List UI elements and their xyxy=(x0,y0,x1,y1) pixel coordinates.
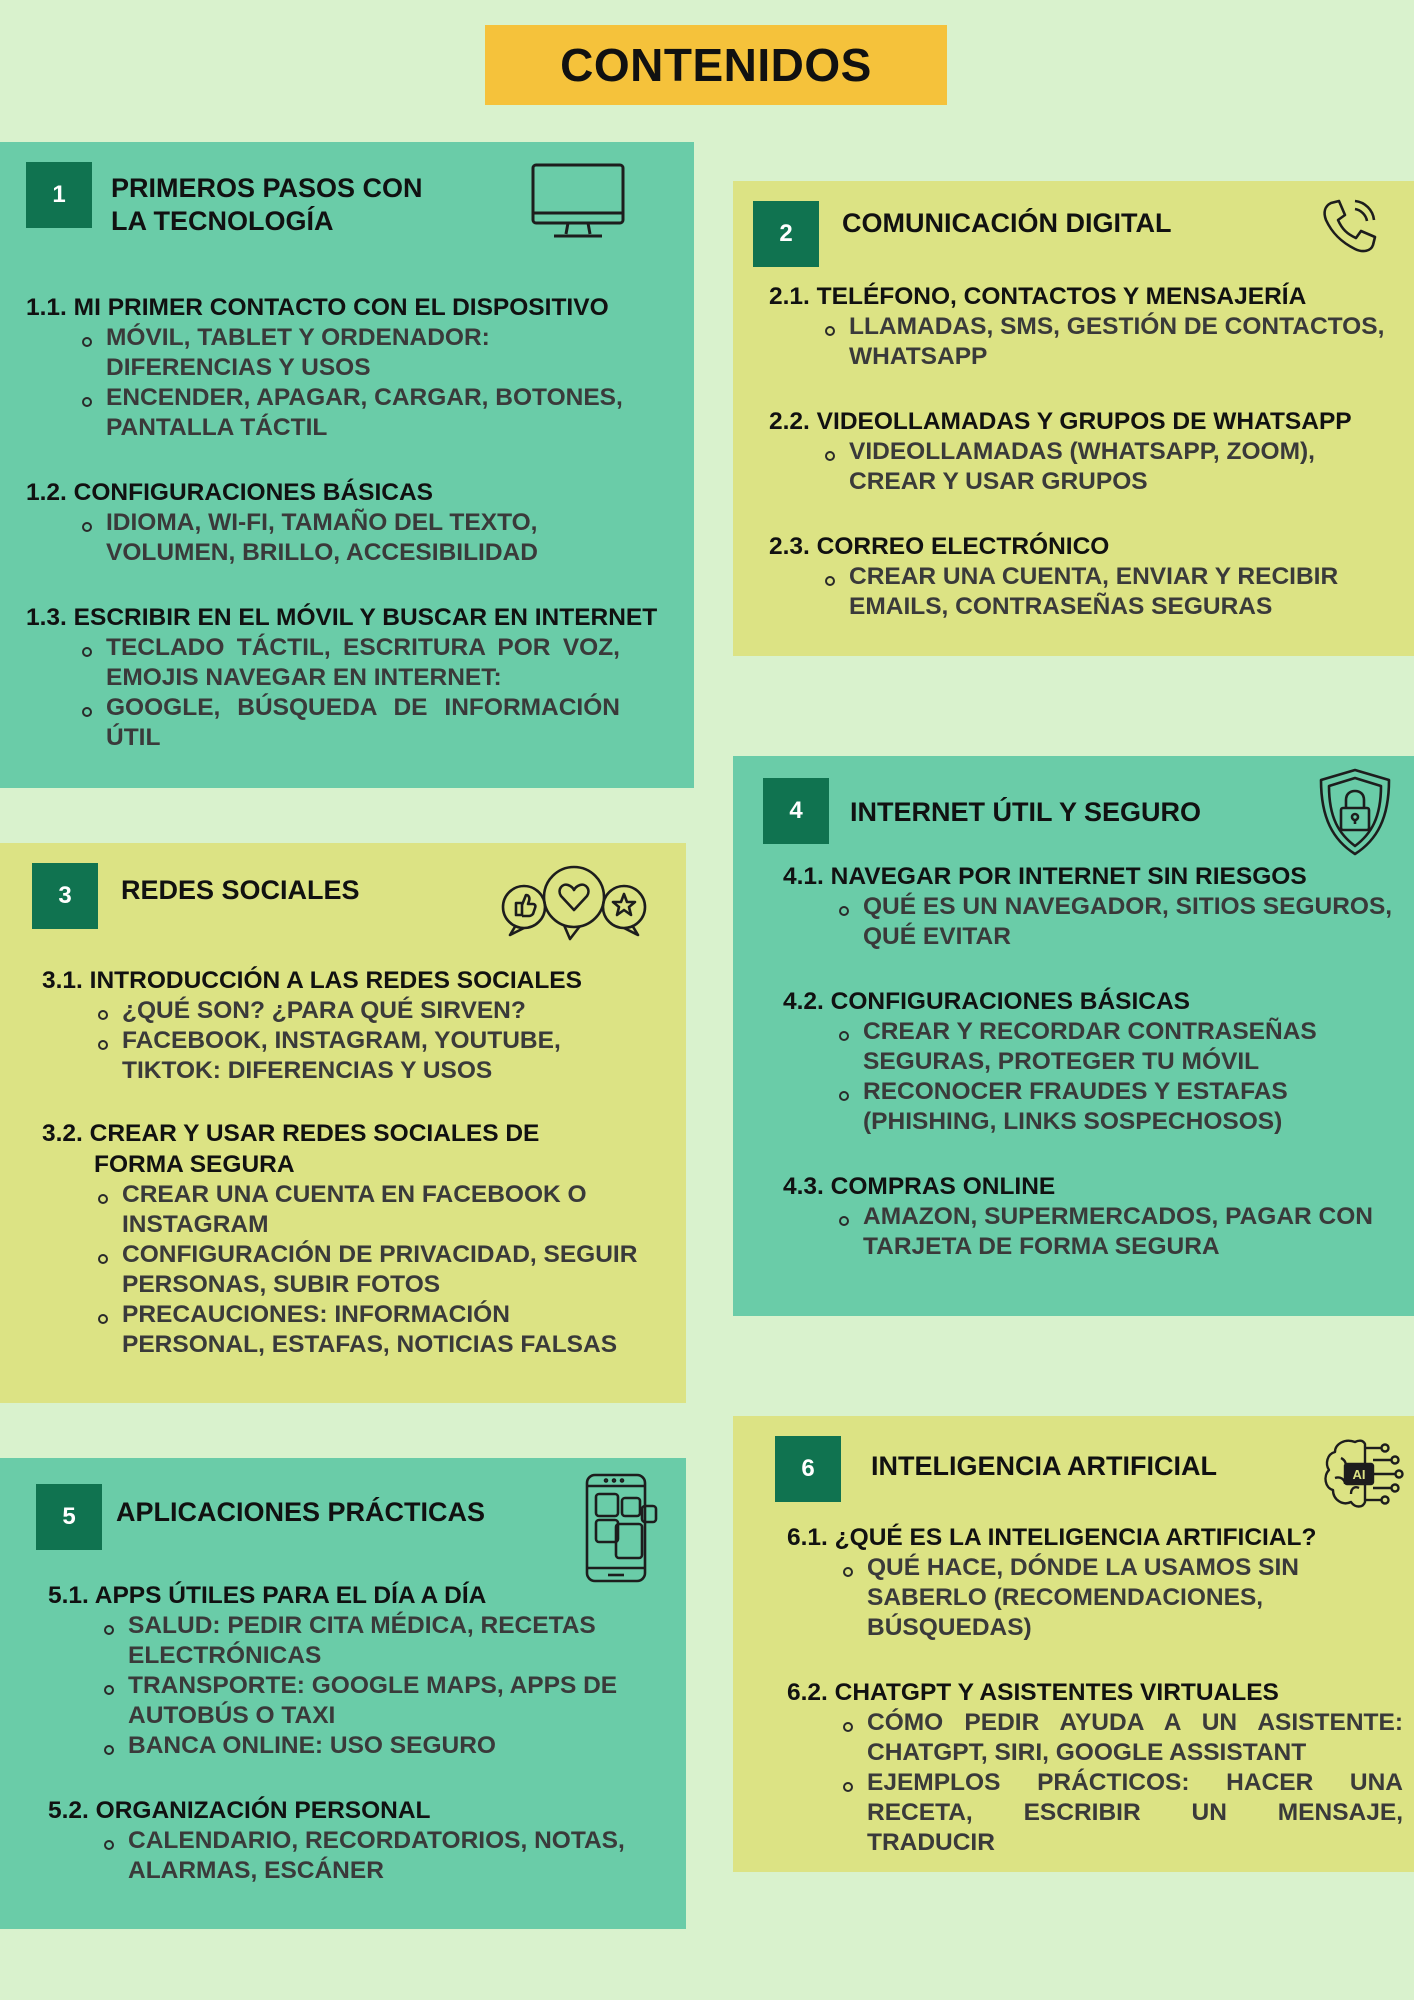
section-title: 1.2. CONFIGURACIONES BÁSICAS xyxy=(26,479,434,506)
list-item: ¿QUÉ SON? ¿PARA QUÉ SIRVEN? xyxy=(122,996,656,1026)
section-title: 5.1. APPS ÚTILES PARA EL DÍA A DÍA xyxy=(48,1582,487,1609)
bullet xyxy=(82,397,92,407)
card-sections xyxy=(48,1580,666,1920)
list-item: BANCA ONLINE: USO SEGURO xyxy=(128,1731,666,1761)
bullet xyxy=(98,1194,108,1204)
card-title: REDES SOCIALES xyxy=(121,875,360,905)
section xyxy=(42,1118,656,1360)
bullet xyxy=(98,1254,108,1264)
section xyxy=(769,281,1399,372)
section-title: 1.3. ESCRIBIR EN EL MÓVIL Y BUSCAR EN INTERNET xyxy=(26,604,658,631)
section xyxy=(783,986,1403,1137)
section-title: 2.3. CORREO ELECTRÓNICO xyxy=(769,533,1110,560)
list-item: AMAZON, SUPERMERCADOS, PAGAR CON TARJETA DE FORMA SEGURA xyxy=(863,1202,1403,1262)
card-number: 1 xyxy=(26,162,92,228)
card-sections xyxy=(783,861,1403,1296)
bullet xyxy=(839,1031,849,1041)
card-title: INTERNET ÚTIL Y SEGURO xyxy=(850,797,1202,827)
list-item: FACEBOOK, INSTAGRAM, YOUTUBE, TIKTOK: DIFERENCIAS Y USOS xyxy=(122,1026,656,1086)
list-item: CREAR UNA CUENTA, ENVIAR Y RECIBIR EMAILS, CONTRASEÑAS SEGURAS xyxy=(849,562,1399,622)
card-sections xyxy=(787,1522,1403,1892)
bullet xyxy=(82,647,92,657)
bullet xyxy=(98,1010,108,1020)
card-aplicaciones-practicas xyxy=(0,1458,686,1929)
card-sections xyxy=(42,965,656,1394)
bullet xyxy=(104,1745,114,1755)
list-item: PRECAUCIONES: INFORMACIÓN PERSONAL, ESTAFAS, NOTICIAS FALSAS xyxy=(122,1300,656,1360)
section xyxy=(48,1580,666,1761)
list-item: QUÉ ES UN NAVEGADOR, SITIOS SEGUROS, QUÉ EVITAR xyxy=(863,892,1403,952)
card-title: COMUNICACIÓN DIGITAL xyxy=(842,208,1172,238)
section xyxy=(783,1171,1403,1262)
section xyxy=(787,1677,1403,1858)
section xyxy=(42,965,656,1086)
list-item: TRANSPORTE: GOOGLE MAPS, APPS DE AUTOBÚS O TAXI xyxy=(128,1671,666,1731)
bullet xyxy=(839,1216,849,1226)
list-item: SALUD: PEDIR CITA MÉDICA, RECETAS ELECTRÓNICAS xyxy=(128,1611,666,1671)
section-title: 4.1. NAVEGAR POR INTERNET SIN RIESGOS xyxy=(783,863,1307,890)
bullet xyxy=(104,1625,114,1635)
section xyxy=(26,292,648,443)
phone-icon xyxy=(1317,193,1383,259)
list-item: GOOGLE, BÚSQUEDA DE INFORMACIÓN ÚTIL xyxy=(106,693,620,753)
card-title: APLICACIONES PRÁCTICAS xyxy=(116,1497,486,1527)
bullet xyxy=(825,576,835,586)
social-bubbles-icon xyxy=(500,863,648,943)
section xyxy=(769,406,1399,497)
section-title: 4.3. COMPRAS ONLINE xyxy=(783,1173,1056,1200)
bullet xyxy=(104,1685,114,1695)
list-item: VIDEOLLAMADAS (WHATSAPP, ZOOM), CREAR Y USAR GRUPOS xyxy=(849,437,1399,497)
section-title: 1.1. MI PRIMER CONTACTO CON EL DISPOSITIVO xyxy=(26,294,609,321)
section xyxy=(26,602,658,753)
card-number: 4 xyxy=(763,778,829,844)
card-primeros-pasos xyxy=(0,142,694,788)
section-title: 6.2. CHATGPT Y ASISTENTES VIRTUALES xyxy=(787,1679,1279,1706)
bullet xyxy=(82,707,92,717)
card-sections xyxy=(769,281,1399,656)
bullet xyxy=(825,451,835,461)
list-item: CÓMO PEDIR AYUDA A UN ASISTENTE: CHATGPT, SIRI, GOOGLE ASSISTANT xyxy=(867,1708,1403,1768)
bullet xyxy=(104,1840,114,1850)
bullet xyxy=(825,326,835,336)
section xyxy=(48,1795,666,1886)
bullet xyxy=(843,1722,853,1732)
section xyxy=(787,1522,1403,1643)
card-number: 6 xyxy=(775,1436,841,1502)
bullet xyxy=(839,1091,849,1101)
card-sections xyxy=(26,292,658,787)
list-item: RECONOCER FRAUDES Y ESTAFAS (PHISHING, LINKS SOSPECHOSOS) xyxy=(863,1077,1403,1137)
ai-brain-icon xyxy=(1321,1434,1405,1514)
section xyxy=(783,861,1403,952)
svg-text:AI: AI xyxy=(1352,1467,1366,1482)
bullet xyxy=(839,906,849,916)
list-item: CALENDARIO, RECORDATORIOS, NOTAS, ALARMAS, ESCÁNER xyxy=(128,1826,666,1886)
section xyxy=(769,531,1399,622)
card-redes-sociales xyxy=(0,843,686,1403)
bullet xyxy=(98,1314,108,1324)
card-title: INTELIGENCIA ARTIFICIAL xyxy=(871,1451,1217,1481)
list-item: LLAMADAS, SMS, GESTIÓN DE CONTACTOS, WHATSAPP xyxy=(849,312,1399,372)
card-number: 2 xyxy=(753,201,819,267)
card-number: 5 xyxy=(36,1484,102,1550)
section-title: 4.2. CONFIGURACIONES BÁSICAS xyxy=(783,988,1191,1015)
page-title: CONTENIDOS xyxy=(485,25,947,105)
list-item: CREAR UNA CUENTA EN FACEBOOK O INSTAGRAM xyxy=(122,1180,656,1240)
section-title: 3.2. CREAR Y USAR REDES SOCIALES DE FORMA SEGURA xyxy=(42,1120,540,1178)
section-title: 3.1. INTRODUCCIÓN A LAS REDES SOCIALES xyxy=(42,967,582,994)
card-title: PRIMEROS PASOS CON LA TECNOLOGÍA xyxy=(111,173,423,236)
shield-lock-icon xyxy=(1315,766,1395,858)
section-title: 6.1. ¿QUÉ ES LA INTELIGENCIA ARTIFICIAL? xyxy=(787,1524,1317,1551)
list-item: ENCENDER, APAGAR, CARGAR, BOTONES, PANTALLA TÁCTIL xyxy=(106,383,648,443)
card-inteligencia-artificial xyxy=(733,1416,1414,1872)
smartphone-apps-icon xyxy=(584,1472,660,1584)
bullet xyxy=(843,1782,853,1792)
list-item: TECLADO TÁCTIL, ESCRITURA POR VOZ, EMOJIS NAVEGAR EN INTERNET: xyxy=(106,633,620,693)
section-title: 2.2. VIDEOLLAMADAS Y GRUPOS DE WHATSAPP xyxy=(769,408,1352,435)
card-internet-util xyxy=(733,756,1414,1316)
section-title: 5.2. ORGANIZACIÓN PERSONAL xyxy=(48,1797,431,1824)
card-comunicacion-digital xyxy=(733,181,1414,656)
monitor-icon xyxy=(530,162,626,244)
card-number: 3 xyxy=(32,863,98,929)
list-item: MÓVIL, TABLET Y ORDENADOR: DIFERENCIAS Y USOS xyxy=(106,323,648,383)
list-item: IDIOMA, WI-FI, TAMAÑO DEL TEXTO, VOLUMEN, BRILLO, ACCESIBILIDAD xyxy=(106,508,648,568)
list-item: EJEMPLOS PRÁCTICOS: HACER UNA RECETA, ESCRIBIR UN MENSAJE, TRADUCIR xyxy=(867,1768,1403,1858)
section xyxy=(26,477,648,568)
bullet xyxy=(843,1567,853,1577)
bullet xyxy=(98,1040,108,1050)
list-item: QUÉ HACE, DÓNDE LA USAMOS SIN SABERLO (RECOMENDACIONES, BÚSQUEDAS) xyxy=(867,1553,1403,1643)
list-item: CONFIGURACIÓN DE PRIVACIDAD, SEGUIR PERSONAS, SUBIR FOTOS xyxy=(122,1240,656,1300)
section-title: 2.1. TELÉFONO, CONTACTOS Y MENSAJERÍA xyxy=(769,283,1307,310)
bullet xyxy=(82,522,92,532)
bullet xyxy=(82,337,92,347)
list-item: CREAR Y RECORDAR CONTRASEÑAS SEGURAS, PROTEGER TU MÓVIL xyxy=(863,1017,1403,1077)
